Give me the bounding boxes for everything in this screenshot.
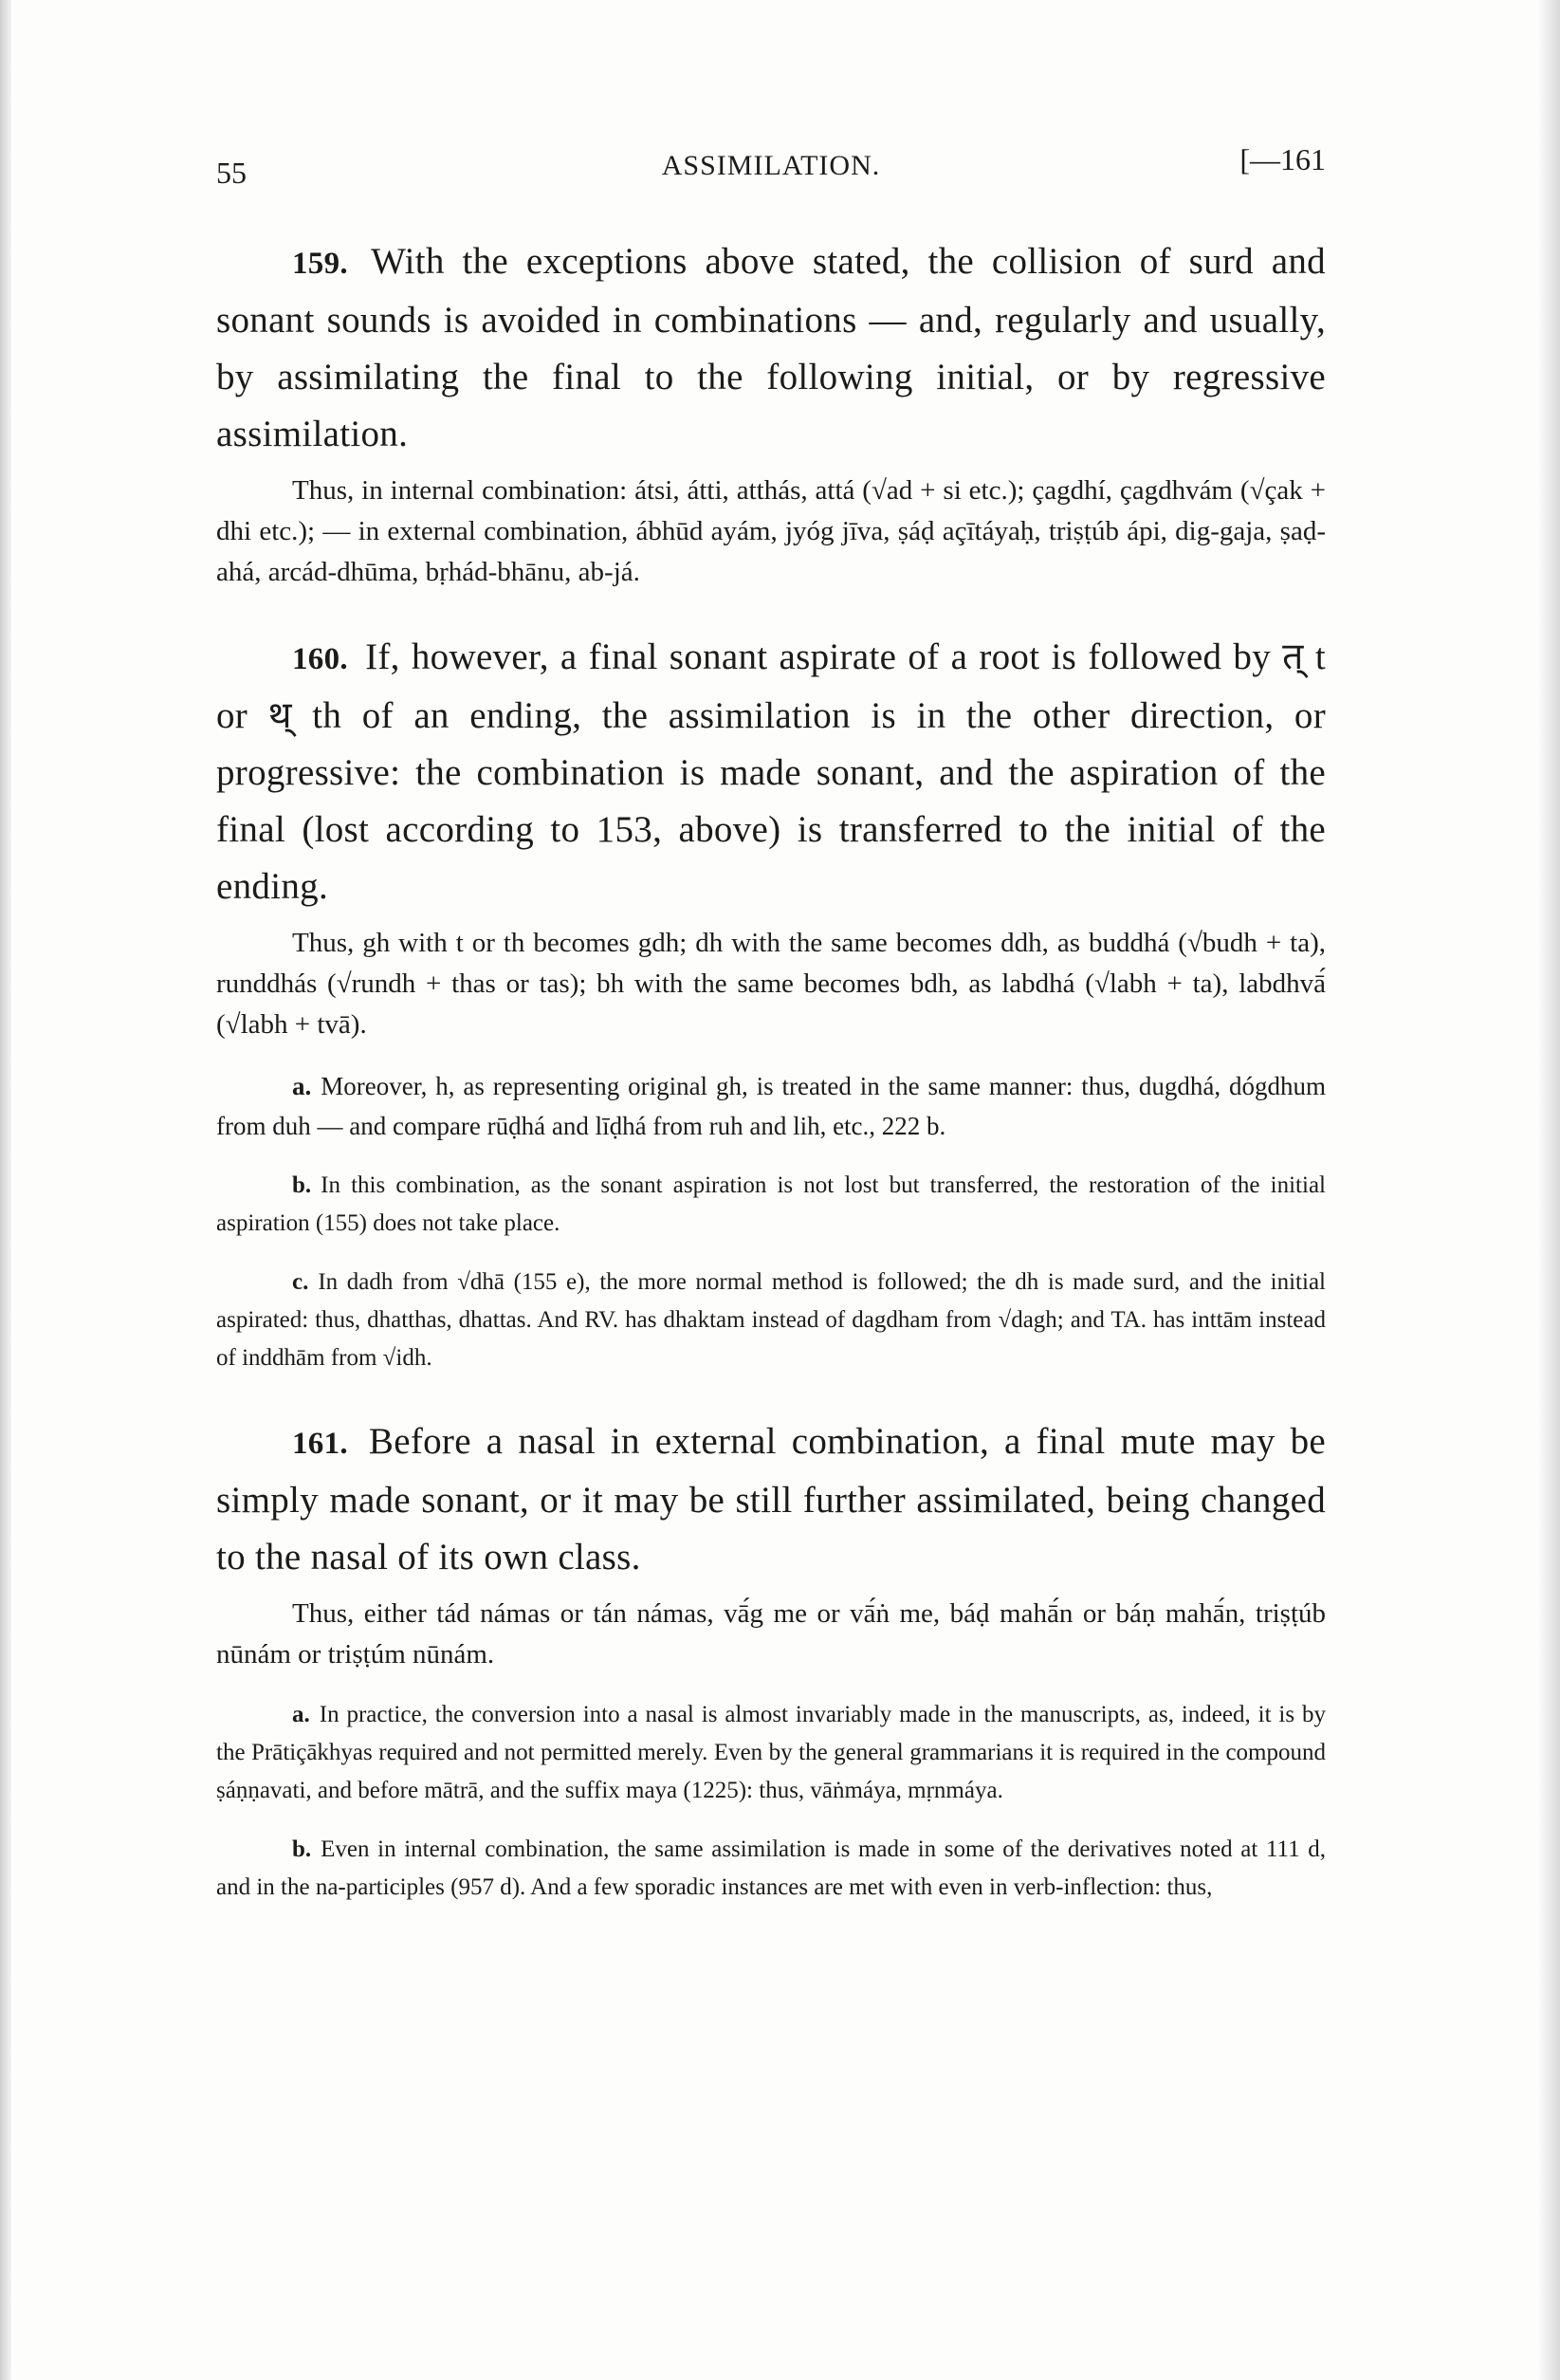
- section-160-note-a: [216, 1066, 1326, 1146]
- section-number: 159.: [292, 247, 348, 281]
- note-text: Moreover, h, as representing original gh, is treated in the same manner: thus, dugdhá, dógdhum from duh — and compare rūḍhá and līḍhá from ruh and lih, etc., 222 b.: [216, 1072, 1326, 1140]
- note-label: a.: [292, 1702, 310, 1727]
- section-161-examples: Thus, either tád námas or tán námas, vā́g me or vā́ṅ me, báḍ mahā́n or báṇ mahā́n, triṣṭúb nūnám or triṣṭúm nūnám.: [216, 1598, 1326, 1670]
- section-number: 160.: [292, 642, 348, 676]
- running-header: [216, 142, 1326, 199]
- section-160-note-c: [216, 1264, 1326, 1377]
- section-text: Before a nasal in external combination, a final mute may be simply made sonant, or it may be still further assimilated, being changed to the nasal of its own class.: [216, 1421, 1326, 1577]
- section-160-examples: Thus, gh with t or th becomes gdh; dh with the same becomes ddh, as buddhá (√budh + ta), runddhás (√rundh + thas or tas); bh with the same becomes bdh, as labdhá (√labh + ta), labdhvā́ (√labh + tvā).: [216, 928, 1326, 1040]
- note-text: Even in internal combination, the same assimilation is made in some of the derivatives noted at 111 d, and in the na-participles (957 d). And a few sporadic instances are met with even in verb-inflection: thus,: [216, 1836, 1326, 1900]
- section-reference: [—161: [1239, 142, 1326, 176]
- note-label: c.: [292, 1269, 309, 1295]
- page-content: [216, 142, 1326, 1928]
- section-text: With the exceptions above stated, the collision of surd and sonant sounds is avoided in combinations — and, regularly and usually, by assimilating the final to the following initial, or by regressive assimilation.: [216, 241, 1326, 454]
- note-text: In this combination, as the sonant aspiration is not lost but transferred, the restoration of the initial aspiration (155) does not take place.: [216, 1172, 1326, 1236]
- section-159-examples: Thus, in internal combination: átsi, átti, atthás, attá (√ad + si etc.); çagdhí, çagdhvám (√çak + dhi etc.); — in external combination, ábhūd ayám, jyóg jīva, ṣáḍ açītáyaḥ, triṣṭúb ápi, dig-gaja, ṣaḍ-ahá, arcád-dhūma, bṛhád-bhānu, ab-já.: [216, 475, 1326, 587]
- running-title: ASSIMILATION.: [661, 150, 881, 181]
- section-161-note-b: [216, 1831, 1326, 1907]
- section-160-paragraph: [216, 629, 1326, 915]
- note-text: In practice, the conversion into a nasal is almost invariably made in the manuscripts, as, indeed, it is by the Prātiçākhyas required and not permitted merely. Even by the general grammarians it is required in the compound ṣáṇṇavati, and before mātrā, and the suffix maya (1225): thus, vāṅmáya, mṛnmáya.: [216, 1702, 1326, 1803]
- section-160-note-b: [216, 1167, 1326, 1243]
- section-text: If, however, a final sonant aspirate of a root is followed by त् t or थ् th of an ending, the assimilation is in the other direction, or progressive: the combination is made sonant, and the aspiration of the final (lost according to 153, above) is transferred to the initial of the ending.: [216, 637, 1326, 907]
- note-label: b.: [292, 1836, 312, 1862]
- section-161-paragraph: [216, 1413, 1326, 1586]
- note-label: a.: [292, 1072, 312, 1100]
- section-number: 161.: [292, 1427, 348, 1461]
- note-text: In dadh from √dhā (155 e), the more normal method is followed; the dh is made surd, and the initial aspirated: thus, dhatthas, dhattas. And RV. has dhaktam instead of dagdham from √dagh; and TA. has inttām instead of inddhām from √idh.: [216, 1269, 1326, 1371]
- section-159-paragraph: [216, 233, 1326, 463]
- section-161-note-a: [216, 1696, 1326, 1810]
- page-number: 55: [216, 156, 247, 190]
- note-label: b.: [292, 1172, 312, 1198]
